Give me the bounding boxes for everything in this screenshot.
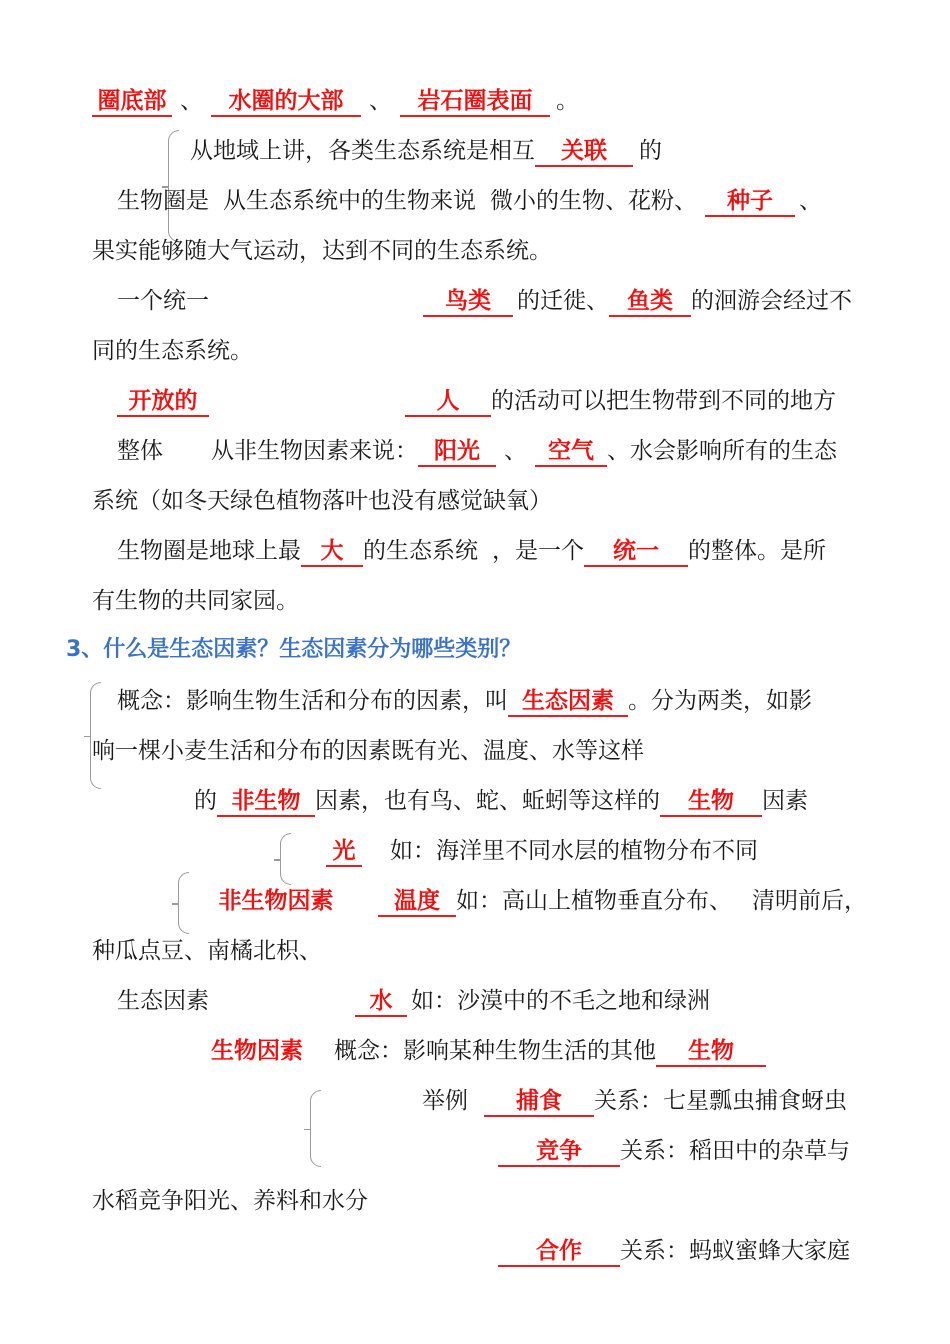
text: 果实能够随大气运动，达到不同的生态系统。 (92, 238, 552, 264)
line-5b (423, 286, 852, 317)
line-11 (92, 586, 299, 616)
answer-blank: 种子 (705, 187, 795, 217)
line-7 (117, 386, 209, 417)
text: 、 (504, 438, 527, 464)
text: 因素，也有鸟、蛇、蚯蚓等这样的 (315, 788, 660, 814)
text: 如：高山上植物垂直分布、 (456, 888, 732, 914)
text: 概念：影响生物生活和分布的因素，叫 (117, 688, 508, 714)
line-24 (498, 1236, 850, 1267)
answer-blank: 鱼类 (609, 287, 691, 317)
answer-blank: 非生物 (217, 787, 315, 817)
answer-blank: 空气 (535, 437, 607, 467)
line-16 (326, 836, 758, 867)
line-17 (210, 886, 867, 917)
text: 举例 (422, 1088, 468, 1114)
line-2 (190, 136, 662, 167)
text: 的活动可以把生物带到不同的地方 (491, 388, 836, 414)
line-1 (92, 86, 579, 117)
line-19 (117, 986, 209, 1016)
text: 清明前后， (752, 888, 867, 914)
text: 。分为两类，如影 (628, 688, 812, 714)
answer-blank: 水 (355, 987, 407, 1017)
text: 的整体。是所 (688, 538, 826, 564)
brace-3 (280, 833, 291, 885)
text: 微小的生物、花粉、 (490, 188, 697, 214)
text: 如：沙漠中的不毛之地和绿洲 (411, 988, 710, 1014)
text: 同的生态系统。 (92, 338, 253, 364)
line-5 (117, 286, 209, 316)
answer-blank: 鸟类 (423, 287, 513, 317)
answer-blank: 生物 (660, 787, 762, 817)
text: 、 (799, 188, 822, 214)
text: 生态因素 (117, 988, 209, 1014)
brace-4 (178, 872, 189, 934)
text: 的洄游会经过不 (691, 288, 852, 314)
answer-blank: 大 (301, 537, 363, 567)
line-9 (92, 486, 552, 516)
text: 关系：蚂蚁蜜蜂大家庭 (620, 1238, 850, 1264)
text: 关系：稻田中的杂草与 (620, 1138, 850, 1164)
answer-blank: 生态因素 (508, 687, 628, 717)
answer-blank: 人 (405, 387, 491, 417)
line-4 (92, 236, 552, 266)
answer-blank: 阳光 (418, 437, 496, 467)
line-18 (92, 936, 322, 966)
brace-5 (310, 1090, 321, 1167)
text: 、 (369, 88, 392, 114)
line-15 (194, 786, 808, 817)
text: 概念：影响某种生物生活的其他 (334, 1038, 656, 1064)
text: 响一棵小麦生活和分布的因素既有光、温度、水等这样 (92, 738, 644, 764)
text: 如：海洋里不同水层的植物分布不同 (390, 838, 758, 864)
text: 有生物的共同家园。 (92, 588, 299, 614)
answer-blank: 岩石圈表面 (400, 87, 550, 117)
answer-blank: 生物 (656, 1037, 766, 1067)
text: 的 (194, 788, 217, 814)
text: 水稻竞争阳光、养料和水分 (92, 1188, 368, 1214)
line-14 (92, 736, 644, 766)
line-7b (405, 386, 836, 417)
text: 一个统一 (117, 288, 209, 314)
answer-blank: 非生物因素 (218, 888, 334, 914)
line-8 (117, 436, 837, 467)
line-6 (92, 336, 253, 366)
answer-blank: 关联 (535, 137, 633, 167)
line-22 (498, 1136, 850, 1167)
answer-blank: 生物因素 (211, 1038, 303, 1064)
text: 从地域上讲，各类生态系统是相互 (190, 138, 535, 164)
answer-blank: 水圈的大部 (211, 87, 361, 117)
text: 的迁徙、 (517, 288, 609, 314)
answer-blank: 捕食 (484, 1087, 594, 1117)
answer-blank: 圈底部 (92, 87, 172, 117)
text: ，是一个 (492, 538, 584, 564)
text: 的生态系统 (363, 538, 478, 564)
answer-blank: 开放的 (117, 387, 209, 417)
text: 的 (639, 138, 662, 164)
answer-blank: 竞争 (498, 1137, 620, 1167)
text: 整体 (117, 438, 163, 464)
text: 种瓜点豆、南橘北枳、 (92, 938, 322, 964)
line-19b (355, 986, 710, 1017)
line-21 (422, 1086, 847, 1117)
section-heading: 3、什么是生态因素？生态因素分为哪些类别？ (66, 637, 522, 662)
answer-blank: 统一 (584, 537, 688, 567)
answer-blank: 光 (326, 837, 362, 867)
text: 、水会影响所有的生态 (607, 438, 837, 464)
answer-blank: 温度 (378, 887, 456, 917)
line-10 (117, 536, 826, 567)
text: 从非生物因素来说： (211, 438, 418, 464)
line-23 (92, 1186, 368, 1216)
text: 因素 (762, 788, 808, 814)
line-20 (204, 1036, 766, 1067)
text: 、 (180, 88, 203, 114)
text: 关系：七星瓢虫捕食蚜虫 (594, 1088, 847, 1114)
line-3 (117, 186, 822, 217)
text: 从生态系统中的生物来说 (223, 188, 476, 214)
text: 生物圈是 (117, 188, 209, 214)
text: 生物圈是地球上最 (117, 538, 301, 564)
text: 系统（如冬天绿色植物落叶也没有感觉缺氧） (92, 488, 552, 514)
answer-blank: 合作 (498, 1237, 620, 1267)
text: 。 (556, 88, 579, 114)
line-13 (117, 686, 812, 717)
